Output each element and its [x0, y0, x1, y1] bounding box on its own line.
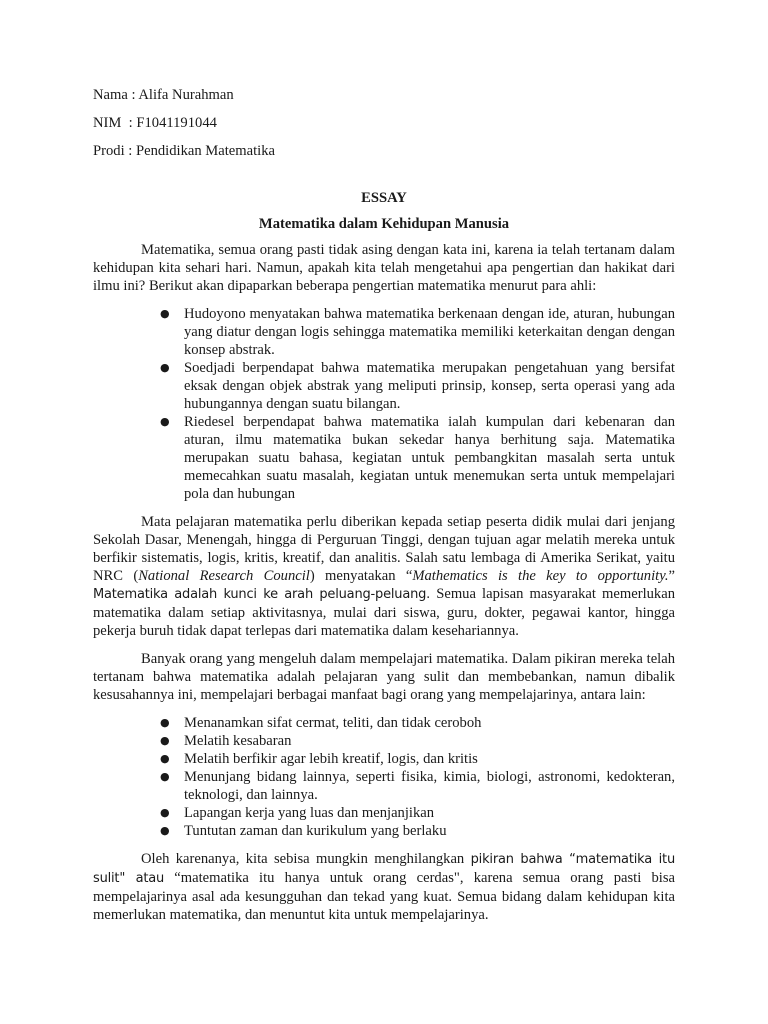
- benefit-text: Menanamkan sifat cermat, teliti, dan tidak ceroboh: [184, 715, 482, 731]
- essay-subtitle: Matematika dalam Kehidupan Manusia: [258, 216, 510, 232]
- definition-text: Hudoyono menyatakan bahwa matematika berkenaan dengan ide, aturan, hubungan yang diatur dengan logis sehingga matematika memiliki keterkaitan dengan dengan konsep abstrak.: [184, 306, 675, 358]
- essay-heading: ESSAY: [361, 190, 407, 206]
- education-paragraph: [93, 513, 675, 640]
- definition-item-riedesel: [160, 413, 675, 503]
- nrc-quote: Mathematics is the key to opportunity.: [412, 568, 669, 584]
- intro-paragraph: Matematika, semua orang pasti tidak asing dengan kata ini, karena ia telah tertanam dalam kehidupan kita sehari hari. Namun, apakah kita telah mengetahui apa pengertian dan hakikat dari ilmu ini? Berikut akan dipaparkan beberapa pengertian matematika menurut para ahli:: [93, 242, 675, 294]
- benefits-list: [93, 714, 675, 840]
- benefits-intro-paragraph: Banyak orang yang mengeluh dalam mempelajari matematika. Dalam pikiran mereka telah tertanam bahwa matematika adalah pelajaran yang sulit dan membebankan, namun dibalik kesusahannya ini, mempelajari berbagai manfaat bagi orang yang mempelajarinya, antara lain:: [93, 651, 675, 703]
- benefit-text: Melatih kesabaran: [184, 733, 292, 749]
- bullet-icon: ●: [160, 824, 170, 837]
- education-text-2: ) menyatakan “: [309, 568, 413, 584]
- benefit-item: [160, 804, 675, 822]
- definition-item-soedjadi: [160, 359, 675, 413]
- benefit-text: Lapangan kerja yang luas dan menjanjikan: [184, 805, 435, 821]
- definition-text: Soedjadi berpendapat bahwa matematika merupakan pengetahuan yang bersifat eksak dengan objek abstrak yang meliputi prinsip, konsep, serta operasi yang ada hubungannya dengan suatu bilangan.: [184, 360, 675, 412]
- bullet-icon: ●: [160, 752, 170, 765]
- benefit-item: [160, 714, 675, 732]
- education-text-1: Mata pelajaran matematika perlu diberikan kepada setiap peserta didik mulai dari jenjang Sekolah Dasar, Menengah, hingga di Perguruan Tinggi, dengan tujuan agar melatih mereka untuk berfikir sistematis, logis, kritis, kreatif, dan analitis. Salah satu lembaga di Amerika Serikat, yaitu NRC (: [93, 514, 675, 584]
- document-page: [93, 86, 675, 934]
- bullet-icon: ●: [160, 806, 170, 819]
- study-program-line: Prodi : Pendidikan Matematika: [93, 143, 275, 159]
- student-name-line: Nama : Alifa Nurahman: [93, 87, 234, 103]
- benefit-text: Menunjang bidang lainnya, seperti fisika, kimia, biologi, astronomi, kedokteran, teknologi, dan lainnya.: [184, 769, 675, 803]
- benefit-text: Tuntutan zaman dan kurikulum yang berlaku: [184, 823, 447, 839]
- benefit-item: [160, 750, 675, 768]
- benefit-item: [160, 822, 675, 840]
- bullet-icon: ●: [160, 734, 170, 747]
- education-text-3: ”: [668, 568, 676, 584]
- bullet-icon: ●: [160, 716, 170, 729]
- quote-translation: Matematika adalah kunci ke arah peluang-peluang.: [93, 587, 431, 602]
- bullet-icon: ●: [160, 361, 170, 374]
- benefit-text: Melatih berfikir agar lebih kreatif, logis, dan kritis: [184, 751, 478, 767]
- definition-text: Riedesel berpendapat bahwa matematika ialah kumpulan dari kebenaran dan aturan, ilmu matematika bukan sekedar hanya berhitung saja. Matematika merupakan suatu bahasa, kegiatan untuk pembangkitan masalah serta untuk memecahkan suatu masalah, kegiatan untuk menemukan serta untuk mempelajari pola dan hubungan: [184, 414, 675, 502]
- benefit-item: [160, 768, 675, 804]
- nrc-full-name: National Research Council: [138, 568, 310, 584]
- conclusion-quote: pikiran bahwa “matematika itu sulit" atau: [93, 852, 675, 886]
- bullet-icon: ●: [160, 770, 170, 783]
- bullet-icon: ●: [160, 415, 170, 428]
- conclusion-text-1: Oleh karenanya, kita sebisa mungkin menghilangkan: [141, 851, 471, 867]
- definition-item-hudoyono: [160, 305, 675, 359]
- conclusion-text-2: “matematika itu hanya untuk orang cerdas", karena semua orang pasti bisa mempelajarinya asal ada kesungguhan dan tekad yang kuat. Semua bidang dalam kehidupan kita memerlukan matematika, dan menuntut kita untuk mempelajarinya.: [93, 870, 675, 923]
- benefit-item: [160, 732, 675, 750]
- definitions-list: [93, 305, 675, 503]
- conclusion-paragraph: [93, 850, 675, 924]
- bullet-icon: ●: [160, 307, 170, 320]
- education-text-4: Semua lapisan masyarakat memerlukan matematika dalam setiap aktivitasnya, mulai dari siswa, guru, dokter, pegawai kantor, hingga pekerja buruh tidak dapat terlepas dari matematika dalam kesehariannya.: [93, 586, 675, 639]
- student-nim-line: NIM : F1041191044: [93, 115, 217, 131]
